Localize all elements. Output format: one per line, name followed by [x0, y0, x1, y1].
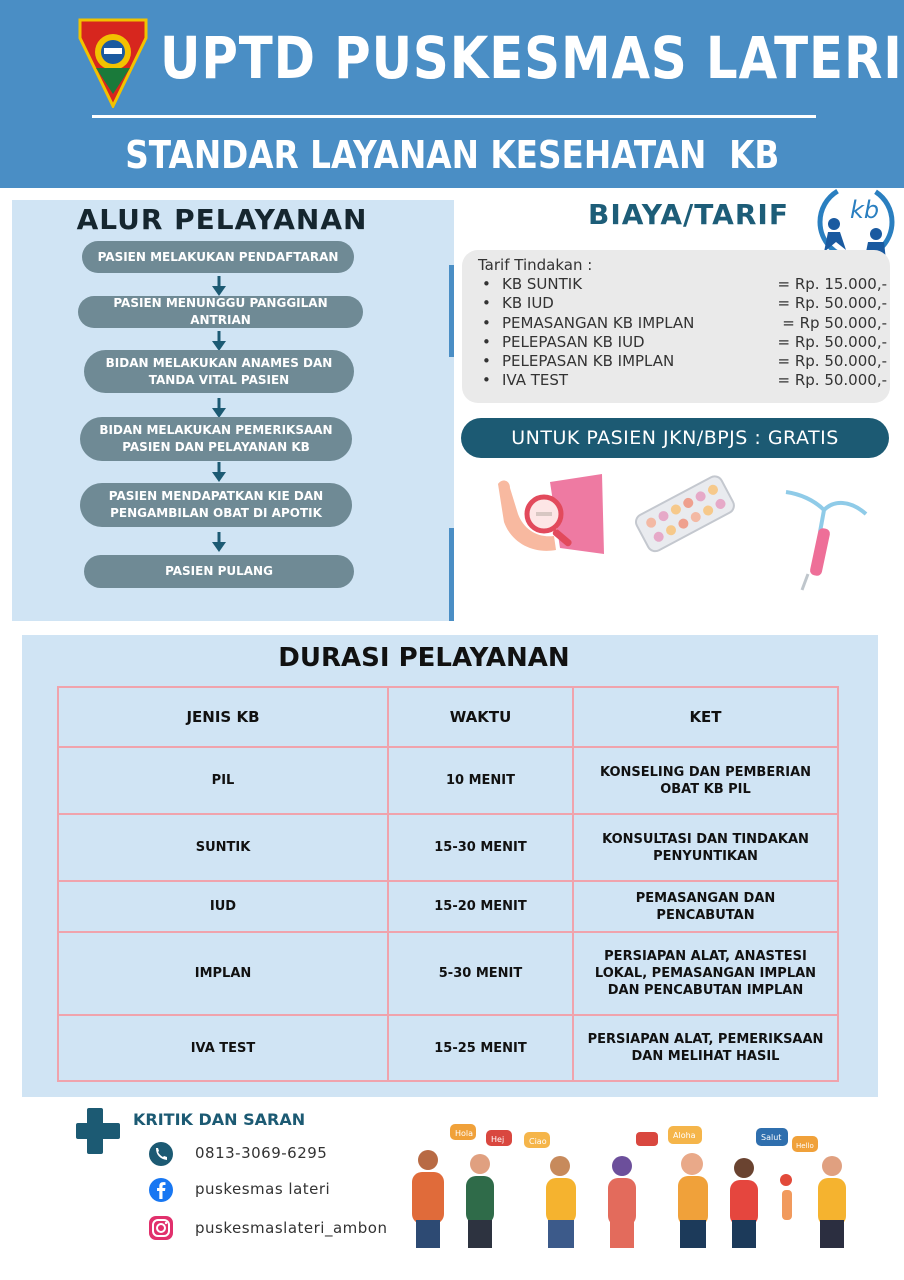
alur-step: PASIEN MENUNGGU PANGGILAN ANTRIAN	[78, 296, 363, 328]
table-cell: PIL	[58, 747, 388, 814]
table-cell: IMPLAN	[58, 932, 388, 1015]
tarif-row: • KB IUD = Rp. 50.000,-	[482, 294, 887, 312]
table-cell: IVA TEST	[58, 1015, 388, 1081]
tarif-row: • PELEPASAN KB IUD = Rp. 50.000,-	[482, 333, 887, 351]
table-header-row	[58, 687, 838, 747]
people-greeting-illustration	[400, 1120, 870, 1250]
alur-title: ALUR PELAYANAN	[76, 203, 368, 236]
greeting-bubble-text: Hello	[796, 1142, 814, 1150]
durasi-table	[57, 686, 839, 1082]
arrow-down-icon	[212, 276, 226, 296]
page-subtitle-text: STANDAR LAYANAN KESEHATAN KB	[124, 133, 780, 177]
table-row	[58, 747, 838, 814]
table-cell: 15-20 MENIT	[388, 881, 573, 932]
alur-step: BIDAN MELAKUKAN ANAMES DAN TANDA VITAL PASIEN	[84, 350, 354, 393]
table-row	[58, 814, 838, 881]
table-cell: 15-25 MENIT	[388, 1015, 573, 1081]
pill-pack-icon	[632, 470, 736, 554]
tarif-price: = Rp. 50.000,-	[777, 294, 887, 312]
table-row	[58, 881, 838, 932]
table-cell: PERSIAPAN ALAT, ANASTESI LOKAL, PEMASANGAN IMPLAN DAN PENCABUTAN IMPLAN	[573, 932, 838, 1015]
tarif-price: = Rp. 50.000,-	[777, 333, 887, 351]
table-header-cell: JENIS KB	[58, 687, 388, 747]
kritik-title: KRITIK DAN SARAN	[133, 1110, 306, 1129]
tarif-price: = Rp. 50.000,-	[777, 371, 887, 389]
facebook-account[interactable]: puskesmas lateri	[195, 1180, 331, 1198]
tarif-price: = Rp 50.000,-	[782, 314, 887, 332]
tarif-row: • IVA TEST = Rp. 50.000,-	[482, 371, 887, 389]
table-cell: KONSELING DAN PEMBERIAN OBAT KB PIL	[573, 747, 838, 814]
alur-step: PASIEN PULANG	[84, 555, 354, 588]
table-cell: PEMASANGAN DAN PENCABUTAN	[573, 881, 838, 932]
tarif-price: = Rp. 50.000,-	[777, 352, 887, 370]
arrow-down-icon	[212, 462, 226, 482]
greeting-bubble-text: Aloha	[673, 1131, 696, 1140]
alur-accent-bar	[449, 528, 454, 621]
medical-cross-icon	[76, 1123, 120, 1139]
arrow-down-icon	[212, 398, 226, 418]
tarif-name: KB IUD	[502, 294, 554, 312]
table-row	[58, 1015, 838, 1081]
phone-icon	[148, 1141, 174, 1167]
header-divider	[92, 115, 816, 118]
arrow-down-icon	[212, 331, 226, 351]
iud-device-icon	[780, 484, 872, 592]
table-cell: 5-30 MENIT	[388, 932, 573, 1015]
arrow-down-icon	[212, 532, 226, 552]
table-header-cell: WAKTU	[388, 687, 573, 747]
table-header-cell: KET	[573, 687, 838, 747]
alur-step: PASIEN MELAKUKAN PENDAFTARAN	[82, 241, 354, 273]
greeting-bubble-text: Ciao	[529, 1137, 547, 1146]
tarif-name: IVA TEST	[502, 371, 569, 389]
tarif-row: • PELEPASAN KB IMPLAN = Rp. 50.000,-	[482, 352, 887, 370]
gratis-banner: UNTUK PASIEN JKN/BPJS : GRATIS	[461, 418, 889, 458]
greeting-bubble-text: Hola	[455, 1129, 474, 1138]
instagram-account[interactable]: puskesmaslateri_ambon	[195, 1219, 388, 1237]
greeting-bubble-text: Salut	[761, 1133, 782, 1142]
table-cell: KONSULTASI DAN TINDAKAN PENYUNTIKAN	[573, 814, 838, 881]
table-cell: 15-30 MENIT	[388, 814, 573, 881]
greeting-bubble-text: Hej	[491, 1135, 505, 1144]
biaya-accent-bar	[449, 265, 454, 357]
page-title: UPTD PUSKESMAS LATERI	[160, 24, 903, 92]
instagram-icon	[148, 1215, 174, 1241]
lateri-emblem-icon	[78, 16, 148, 108]
alur-step: PASIEN MENDAPATKAN KIE DAN PENGAMBILAN OBAT DI APOTIK	[80, 483, 352, 527]
table-cell: SUNTIK	[58, 814, 388, 881]
kb-logo-text: kb	[850, 196, 880, 224]
tarif-name: KB SUNTIK	[502, 275, 583, 293]
alur-step: BIDAN MELAKUKAN PEMERIKSAAN PASIEN DAN PELAYANAN KB	[80, 417, 352, 461]
table-cell: 10 MENIT	[388, 747, 573, 814]
durasi-title: DURASI PELAYANAN	[278, 643, 570, 673]
tarif-row: • KB SUNTIK = Rp. 15.000,-	[482, 275, 887, 293]
page-subtitle	[0, 130, 904, 180]
tarif-name: PELEPASAN KB IUD	[502, 333, 645, 351]
tarif-name: PELEPASAN KB IMPLAN	[502, 352, 675, 370]
table-cell: IUD	[58, 881, 388, 932]
tarif-label: Tarif Tindakan :	[478, 256, 593, 274]
table-cell: PERSIAPAN ALAT, PEMERIKSAAN DAN MELIHAT HASIL	[573, 1015, 838, 1081]
tarif-price: = Rp. 15.000,-	[777, 275, 887, 293]
tarif-name: PEMASANGAN KB IMPLAN	[502, 314, 695, 332]
biaya-title: BIAYA/TARIF	[588, 198, 789, 231]
phone-number[interactable]: 0813-3069-6295	[195, 1144, 328, 1162]
table-row	[58, 932, 838, 1015]
tarif-row: • PEMASANGAN KB IMPLAN = Rp 50.000,-	[482, 314, 887, 332]
facebook-icon	[148, 1177, 174, 1203]
injection-arm-icon	[494, 474, 606, 556]
